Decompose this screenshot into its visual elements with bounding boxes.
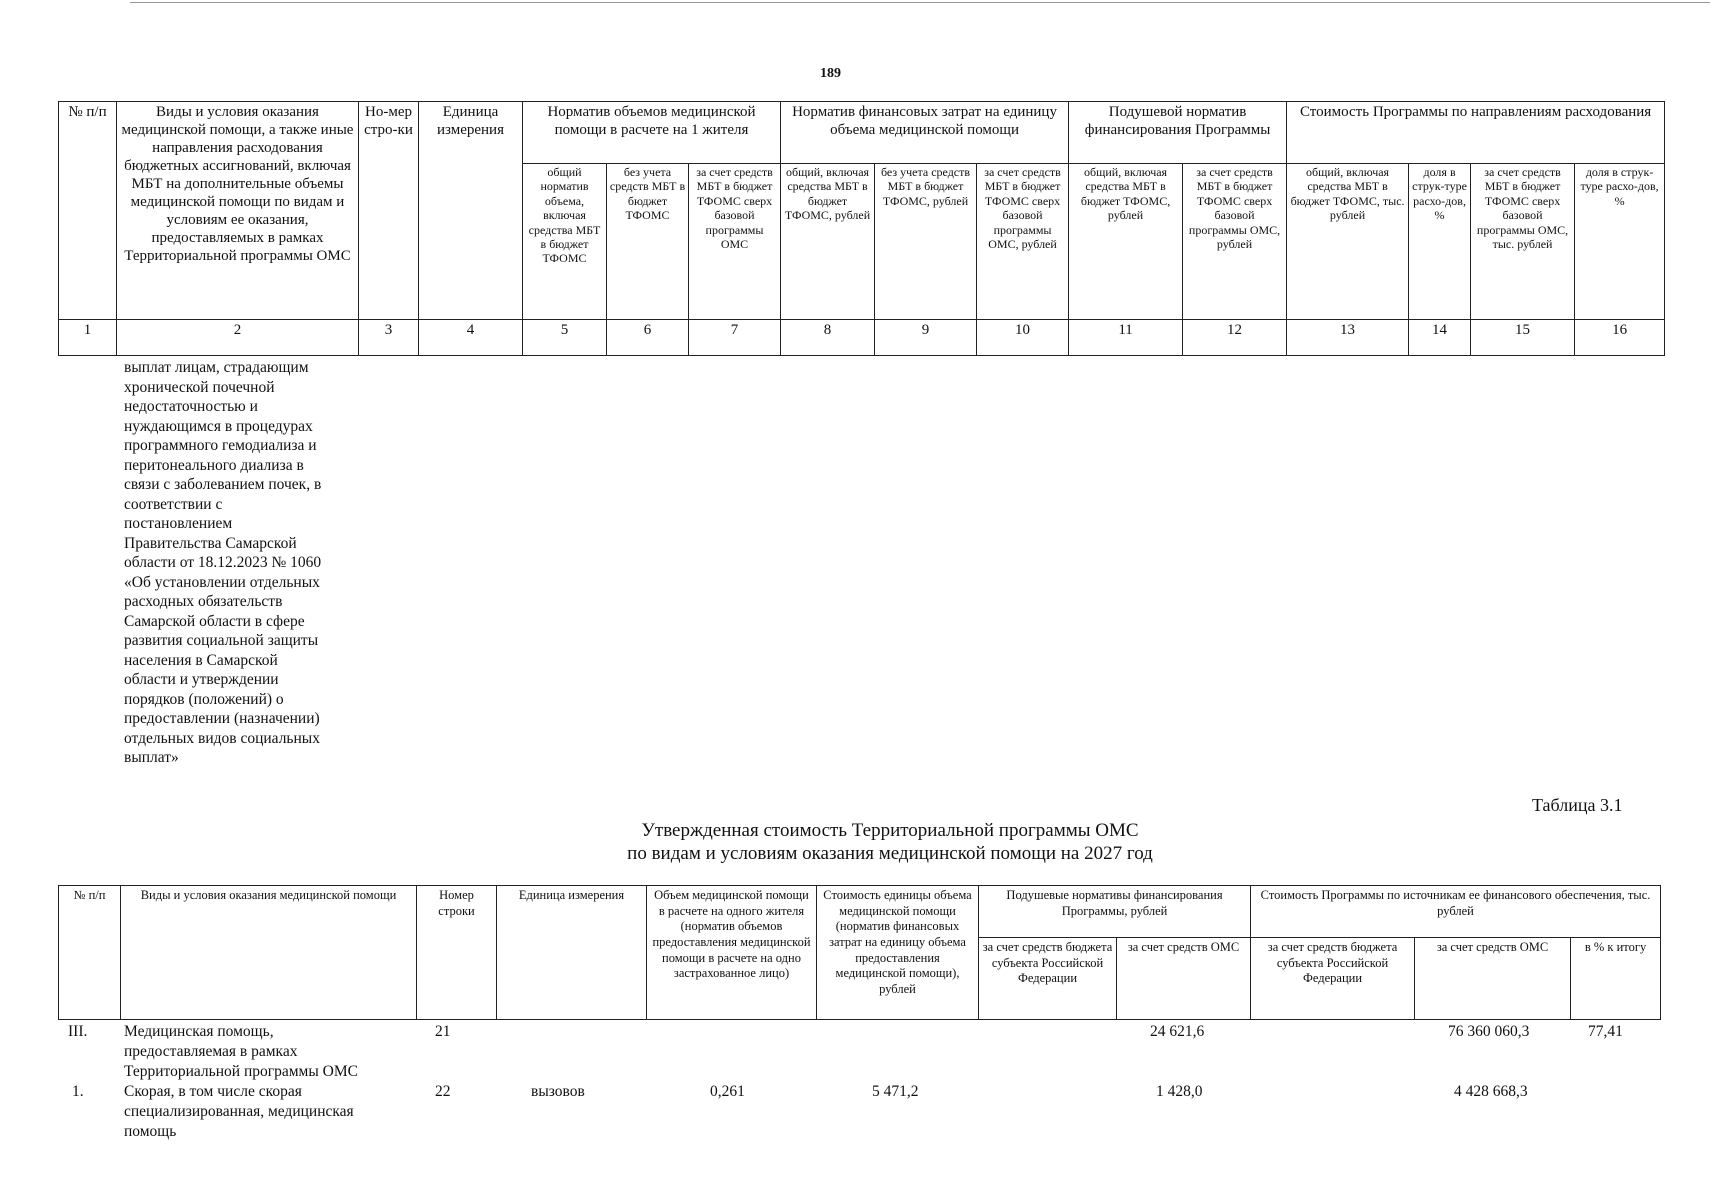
row-code: 21: [435, 1023, 451, 1040]
header-kinds: Виды и условия оказания медицинской помощи, а также иные направления расходования бюджетных ассигнований, включая МБТ на дополнительные объемы медицинской помощи по видам и условиям ее оказания, предоставляемых в рамках Территориальной программы ОМС: [117, 102, 359, 320]
subheader-budget: за счет средств бюджета субъекта Российской Федерации: [979, 938, 1117, 1020]
column-number-row: [59, 320, 1665, 356]
subheader-oms: за счет средств ОМС: [1117, 938, 1251, 1020]
subheader-8: общий, включая средства МБТ в бюджет ТФОМС, рублей: [781, 164, 875, 320]
row-number-label: III.: [68, 1023, 88, 1040]
subheader-14: доля в струк-туре расхо-дов, %: [1409, 164, 1471, 320]
row-code: 22: [435, 1083, 451, 1100]
row-name-line: Территориальной программы ОМС: [124, 1063, 358, 1080]
col-number: 1: [59, 320, 117, 356]
table-title-line-1: Утвержденная стоимость Территориальной программы ОМС: [641, 820, 1139, 841]
fragment-line: развития социальной защиты: [124, 632, 319, 649]
row-name: [124, 1022, 424, 1082]
col-number: 14: [1409, 320, 1471, 356]
fragment-line: постановлением: [124, 515, 233, 532]
col-number: 5: [523, 320, 607, 356]
fragment-line: хронической почечной: [124, 378, 275, 396]
row-name-line: предоставляемая в рамках: [124, 1043, 298, 1060]
fragment-line: предоставлении (назначении): [124, 710, 320, 727]
row-name: [124, 1082, 424, 1142]
col-number: 4: [419, 320, 523, 356]
header-per-capita-norm: Подушевой норматив финансирования Программы: [1069, 102, 1287, 164]
col-number: 9: [875, 320, 977, 356]
header-kinds: Виды и условия оказания медицинской помощи: [121, 886, 417, 1020]
subheader-5: общий норматив объема, включая средства МБТ в бюджет ТФОМС: [523, 164, 607, 320]
header-financial-norm: Норматив финансовых затрат на единицу объема медицинской помощи: [781, 102, 1069, 164]
col-number: 6: [607, 320, 689, 356]
continued-row-text: [124, 358, 354, 768]
fragment-line: Самарской области в сфере: [124, 612, 305, 630]
per-capita-oms: 1 428,0: [1156, 1083, 1203, 1100]
subheader-cost-budget: за счет средств бюджета субъекта Российской Федерации: [1251, 938, 1415, 1020]
table-title-line-2: по видам и условиям оказания медицинской помощи на 2027 год: [627, 843, 1153, 864]
unit: вызовов: [531, 1083, 585, 1100]
row-number-label: 1.: [72, 1083, 84, 1100]
fragment-line: выплат лицам, страдающим: [124, 359, 309, 376]
col-number: 2: [117, 320, 359, 356]
page-number: 189: [820, 66, 841, 81]
cost-oms: 76 360 060,3: [1448, 1023, 1530, 1040]
row-name-line: помощь: [124, 1123, 177, 1140]
fragment-line: порядков (положений) о: [124, 690, 284, 708]
col-number: 10: [977, 320, 1069, 356]
fragment-line: «Об установлении отдельных: [124, 573, 320, 591]
subheader-9: без учета средств МБТ в бюджет ТФОМС, рублей: [875, 164, 977, 320]
fragment-line: недостаточностью и: [124, 398, 258, 415]
fragment-line: перитонеального диализа в: [124, 456, 304, 474]
header-row-number: Номер строки: [417, 886, 497, 1020]
header-volume-norm: Норматив объемов медицинской помощи в расчете на 1 жителя: [523, 102, 781, 164]
row-name-line: специализированная, медицинская: [124, 1103, 354, 1120]
header-program-cost: Стоимость Программы по источникам ее финансового обеспечения, тыс. рублей: [1251, 886, 1661, 938]
program-cost-by-direction-table: [58, 101, 1665, 356]
top-rule: [130, 2, 1710, 3]
header-program-cost: Стоимость Программы по направлениям расходования: [1287, 102, 1665, 164]
col-number: 3: [359, 320, 419, 356]
approved-cost-table: [58, 885, 1661, 1020]
subheader-7: за счет средств МБТ в бюджет ТФОМС сверх базовой программы ОМС: [689, 164, 781, 320]
percent-of-total: 77,41: [1588, 1023, 1623, 1040]
fragment-line: Правительства Самарской: [124, 534, 297, 552]
subheader-6: без учета средств МБТ в бюджет ТФОМС: [607, 164, 689, 320]
col-number: 16: [1575, 320, 1665, 356]
header-unit: Единица измерения: [497, 886, 647, 1020]
subheader-11: общий, включая средства МБТ в бюджет ТФОМС, рублей: [1069, 164, 1183, 320]
subheader-13: общий, включая средства МБТ в бюджет ТФОМС, тыс. рублей: [1287, 164, 1409, 320]
header-volume: Объем медицинской помощи в расчете на одного жителя (норматив объемов предоставления медицинской помощи в расчете на одно застрахованное лицо): [647, 886, 817, 1020]
fragment-line: программного гемодиализа и: [124, 437, 317, 454]
header-no: № п/п: [59, 886, 121, 1020]
col-number: 8: [781, 320, 875, 356]
fragment-line: соответствии с: [124, 495, 223, 513]
col-number: 15: [1471, 320, 1575, 356]
volume: 0,261: [710, 1083, 745, 1100]
col-number: 7: [689, 320, 781, 356]
unit-cost: 5 471,2: [872, 1083, 919, 1100]
row-name-line: Скорая, в том числе скорая: [124, 1083, 302, 1100]
fragment-line: населения в Самарской: [124, 651, 278, 669]
header-unit-cost: Стоимость единицы объема медицинской помощи (норматив финансовых затрат на единицу объема предоставления медицинской помощи), рублей: [817, 886, 979, 1020]
header-no: № п/п: [59, 102, 117, 320]
fragment-line: расходных обязательств: [124, 593, 283, 610]
subheader-15: за счет средств МБТ в бюджет ТФОМС сверх базовой программы ОМС, тыс. рублей: [1471, 164, 1575, 320]
fragment-line: связи с заболеванием почек, в: [124, 476, 322, 493]
col-number: 12: [1183, 320, 1287, 356]
col-number: 13: [1287, 320, 1409, 356]
subheader-10: за счет средств МБТ в бюджет ТФОМС сверх базовой программы ОМС, рублей: [977, 164, 1069, 320]
cost-oms: 4 428 668,3: [1454, 1083, 1528, 1100]
fragment-line: нуждающимся в процедурах: [124, 417, 313, 435]
row-name-line: Медицинская помощь,: [124, 1023, 274, 1040]
header-per-capita: Подушевые нормативы финансирования Программы, рублей: [979, 886, 1251, 938]
subheader-12: за счет средств МБТ в бюджет ТФОМС сверх базовой программы ОМС, рублей: [1183, 164, 1287, 320]
subheader-percent: в % к итогу: [1571, 938, 1661, 1020]
col-number: 11: [1069, 320, 1183, 356]
header-unit: Единица измерения: [419, 102, 523, 320]
fragment-line: области и утверждении: [124, 671, 279, 688]
fragment-line: выплат»: [124, 749, 179, 766]
per-capita-oms: 24 621,6: [1150, 1023, 1205, 1040]
header-row-number: Но-мер стро-ки: [359, 102, 419, 320]
fragment-line: отдельных видов социальных: [124, 729, 320, 747]
table-label: Таблица 3.1: [1532, 795, 1623, 815]
subheader-16: доля в струк-туре расхо-дов, %: [1575, 164, 1665, 320]
subheader-cost-oms: за счет средств ОМС: [1415, 938, 1571, 1020]
fragment-line: области от 18.12.2023 № 1060: [124, 554, 322, 571]
